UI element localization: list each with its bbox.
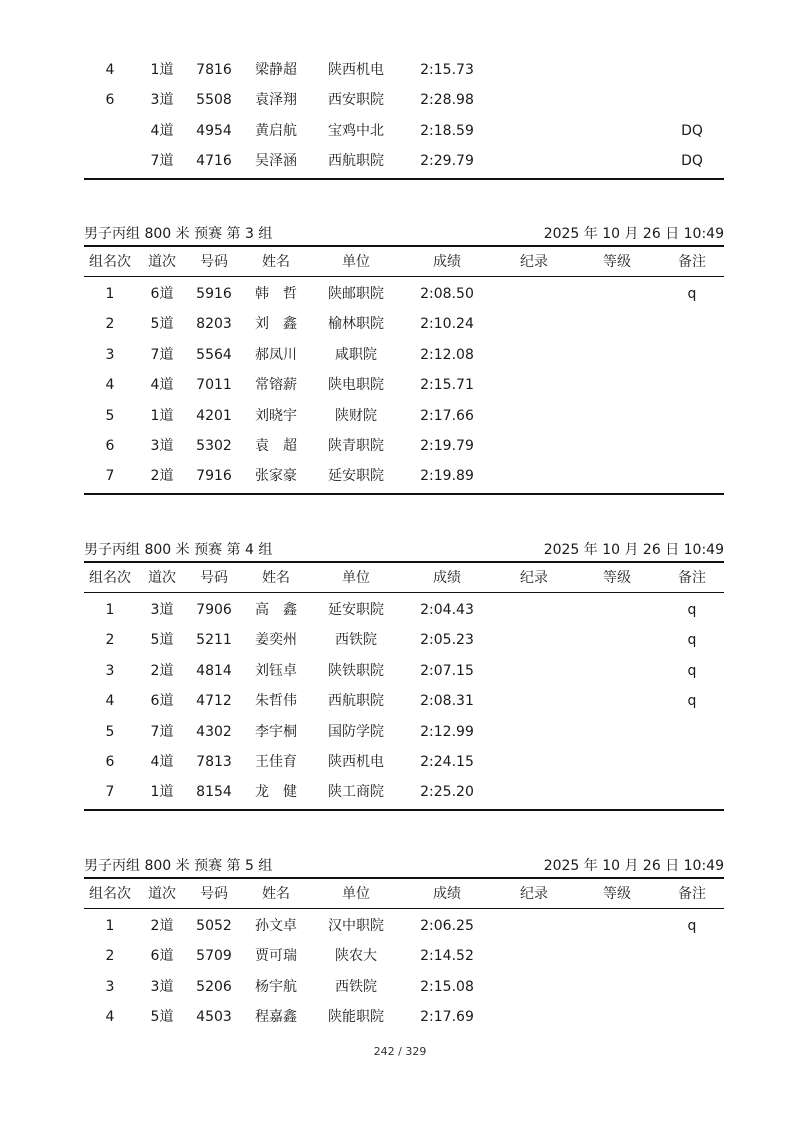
group-datetime: 2025 年 10 月 26 日 10:49: [543, 542, 724, 558]
cell-name: 梁静超: [255, 62, 297, 78]
cell-result: 2:04.43: [420, 602, 474, 618]
cell-result: 2:18.59: [420, 122, 474, 139]
column-header-record: 纪录: [520, 254, 548, 270]
cell-result: 2:05.23: [420, 632, 474, 649]
cell-rank: 1: [105, 918, 115, 934]
cell-unit: 西航职院: [328, 153, 384, 170]
cell-lane: 4道: [150, 122, 174, 139]
cell-unit: 西铁院: [335, 632, 377, 649]
cell-rank: 4: [105, 1009, 115, 1026]
column-header-record: 纪录: [520, 570, 548, 586]
column-headers: [84, 879, 724, 909]
cell-lane: 6道: [150, 286, 174, 302]
column-header-record: 纪录: [520, 886, 548, 902]
cell-lane: 7道: [150, 723, 174, 740]
cell-rank: 3: [105, 978, 115, 995]
cell-name: 贾可瑞: [255, 948, 297, 965]
page-number: 242 / 329: [373, 1045, 427, 1058]
cell-result: 2:28.98: [420, 92, 474, 109]
cell-lane: 5道: [150, 316, 174, 333]
cell-unit: 西铁院: [335, 978, 377, 995]
cell-note: q: [687, 918, 697, 934]
cell-rank: 5: [105, 407, 115, 424]
cell-result: 2:19.79: [420, 438, 474, 454]
cell-lane: 6道: [150, 693, 174, 710]
table-row: [84, 55, 724, 85]
cell-result: 2:29.79: [420, 153, 474, 170]
cell-name: 刘晓宇: [255, 407, 297, 424]
cell-name: 龙 健: [255, 784, 297, 801]
cell-unit: 陕电职院: [328, 377, 384, 394]
cell-num: 8203: [196, 316, 232, 333]
cell-num: 5211: [196, 632, 232, 649]
cell-rank: 4: [105, 693, 115, 710]
cell-name: 吴泽涵: [255, 153, 297, 170]
column-header-rank: 组名次: [89, 886, 131, 902]
column-header-lane: 道次: [148, 254, 176, 270]
column-header-grade: 等级: [603, 254, 631, 270]
cell-num: 5302: [196, 438, 232, 454]
cell-name: 袁泽翔: [255, 92, 297, 109]
cell-unit: 陕能职院: [328, 1009, 384, 1026]
cell-num: 4712: [196, 693, 232, 710]
cell-unit: 陕铁职院: [328, 662, 384, 679]
cell-unit: 咸职院: [335, 346, 377, 363]
cell-rank: 6: [105, 754, 115, 770]
table-row: [84, 461, 724, 491]
cell-num: 4201: [196, 407, 232, 424]
column-header-unit: 单位: [342, 254, 370, 270]
cell-unit: 延安职院: [328, 602, 384, 618]
table-row: [84, 625, 724, 655]
cell-name: 刘 鑫: [255, 316, 297, 333]
cell-lane: 3道: [150, 602, 174, 618]
cell-num: 7813: [196, 754, 232, 770]
header-bottom-rule: [84, 592, 724, 593]
cell-lane: 3道: [150, 978, 174, 995]
cell-lane: 6道: [150, 948, 174, 965]
cell-unit: 陕西机电: [328, 62, 384, 78]
cell-rank: 2: [105, 948, 115, 965]
cell-lane: 1道: [150, 407, 174, 424]
cell-num: 5916: [196, 286, 232, 302]
table-row: [84, 595, 724, 625]
cell-result: 2:08.31: [420, 693, 474, 710]
cell-result: 2:19.89: [420, 468, 474, 485]
cell-rank: 7: [105, 784, 115, 801]
cell-result: 2:08.50: [420, 286, 474, 302]
table-row: [84, 972, 724, 1002]
group-title: 男子丙组 800 米 预赛 第 4 组: [84, 542, 273, 558]
cell-name: 黄启航: [255, 122, 297, 139]
cell-result: 2:17.69: [420, 1009, 474, 1026]
cell-result: 2:15.08: [420, 978, 474, 995]
column-header-num: 号码: [200, 570, 228, 586]
cell-result: 2:24.15: [420, 754, 474, 770]
cell-lane: 4道: [150, 754, 174, 770]
cell-lane: 5道: [150, 632, 174, 649]
cell-name: 韩 哲: [255, 286, 297, 302]
cell-rank: 4: [105, 62, 115, 78]
group-datetime: 2025 年 10 月 26 日 10:49: [543, 226, 724, 242]
cell-rank: 4: [105, 377, 115, 394]
cell-unit: 西安职院: [328, 92, 384, 109]
column-header-num: 号码: [200, 254, 228, 270]
cell-name: 李宇桐: [255, 723, 297, 740]
table-row: [84, 777, 724, 807]
cell-unit: 陕财院: [335, 407, 377, 424]
column-header-note: 备注: [678, 886, 706, 902]
column-headers: [84, 563, 724, 593]
column-header-rank: 组名次: [89, 254, 131, 270]
cell-rank: 6: [105, 438, 115, 454]
table-row: [84, 146, 724, 176]
group-datetime: 2025 年 10 月 26 日 10:49: [543, 858, 724, 874]
cell-num: 4503: [196, 1009, 232, 1026]
cell-name: 张家豪: [255, 468, 297, 485]
header-bottom-rule: [84, 908, 724, 909]
cell-unit: 宝鸡中北: [328, 122, 384, 139]
table-row: [84, 116, 724, 146]
column-header-note: 备注: [678, 254, 706, 270]
cell-num: 5508: [196, 92, 232, 109]
cell-name: 常镕薪: [255, 377, 297, 394]
cell-num: 7816: [196, 62, 232, 78]
column-header-result: 成绩: [433, 570, 461, 586]
cell-name: 孙文卓: [255, 918, 297, 934]
cell-name: 姜奕州: [255, 632, 297, 649]
cell-result: 2:25.20: [420, 784, 474, 801]
cell-num: 7916: [196, 468, 232, 485]
cell-rank: 1: [105, 602, 115, 618]
table-row: [84, 279, 724, 309]
group-title: 男子丙组 800 米 预赛 第 3 组: [84, 226, 273, 242]
table-row: [84, 431, 724, 461]
cell-num: 5052: [196, 918, 232, 934]
header-bottom-rule: [84, 276, 724, 277]
column-header-unit: 单位: [342, 886, 370, 902]
cell-lane: 3道: [150, 92, 174, 109]
cell-name: 袁 超: [255, 438, 297, 454]
cell-rank: 1: [105, 286, 115, 302]
cell-unit: 陕西机电: [328, 754, 384, 770]
cell-result: 2:12.08: [420, 346, 474, 363]
cell-lane: 5道: [150, 1009, 174, 1026]
cell-lane: 2道: [150, 468, 174, 485]
cell-num: 4716: [196, 153, 232, 170]
table-bottom-rule: [84, 493, 724, 495]
table-row: [84, 85, 724, 115]
cell-note: q: [687, 662, 697, 679]
cell-note: q: [687, 632, 697, 649]
cell-lane: 7道: [150, 153, 174, 170]
column-header-unit: 单位: [342, 570, 370, 586]
cell-rank: 2: [105, 316, 115, 333]
cell-lane: 4道: [150, 377, 174, 394]
cell-name: 程嘉鑫: [255, 1009, 297, 1026]
cell-result: 2:12.99: [420, 723, 474, 740]
cell-unit: 陕邮职院: [328, 286, 384, 302]
cell-num: 5206: [196, 978, 232, 995]
table-row: [84, 747, 724, 777]
cell-unit: 陕工商院: [328, 784, 384, 801]
group-title: 男子丙组 800 米 预赛 第 5 组: [84, 858, 273, 874]
table-row: [84, 911, 724, 941]
cell-unit: 西航职院: [328, 693, 384, 710]
cell-result: 2:07.15: [420, 662, 474, 679]
cell-num: 5564: [196, 346, 232, 363]
cell-num: 4814: [196, 662, 232, 679]
table-row: [84, 686, 724, 716]
table-row: [84, 1002, 724, 1032]
cell-lane: 1道: [150, 62, 174, 78]
group-header: [84, 855, 724, 875]
cell-rank: 5: [105, 723, 115, 740]
cell-unit: 汉中职院: [328, 918, 384, 934]
column-header-name: 姓名: [262, 570, 290, 586]
column-header-grade: 等级: [603, 570, 631, 586]
cell-unit: 陕青职院: [328, 438, 384, 454]
column-header-result: 成绩: [433, 254, 461, 270]
cell-lane: 1道: [150, 784, 174, 801]
cell-result: 2:06.25: [420, 918, 474, 934]
cell-note: DQ: [681, 153, 703, 170]
cell-unit: 国防学院: [328, 723, 384, 740]
cell-lane: 2道: [150, 918, 174, 934]
cell-rank: 7: [105, 468, 115, 485]
cell-name: 高 鑫: [255, 602, 297, 618]
cell-note: q: [687, 602, 697, 618]
table-row: [84, 309, 724, 339]
column-header-lane: 道次: [148, 570, 176, 586]
column-header-lane: 道次: [148, 886, 176, 902]
cell-lane: 3道: [150, 438, 174, 454]
table-row: [84, 656, 724, 686]
cell-result: 2:15.71: [420, 377, 474, 394]
cell-num: 8154: [196, 784, 232, 801]
table-row: [84, 370, 724, 400]
column-header-result: 成绩: [433, 886, 461, 902]
cell-unit: 榆林职院: [328, 316, 384, 333]
cell-result: 2:14.52: [420, 948, 474, 965]
cell-lane: 7道: [150, 346, 174, 363]
cell-rank: 3: [105, 346, 115, 363]
table-row: [84, 340, 724, 370]
cell-rank: 2: [105, 632, 115, 649]
cell-num: 4302: [196, 723, 232, 740]
cell-num: 5709: [196, 948, 232, 965]
cell-result: 2:10.24: [420, 316, 474, 333]
column-header-grade: 等级: [603, 886, 631, 902]
cell-unit: 陕农大: [335, 948, 377, 965]
cell-name: 杨宇航: [255, 978, 297, 995]
table-bottom-rule: [84, 809, 724, 811]
cell-num: 4954: [196, 122, 232, 139]
cell-unit: 延安职院: [328, 468, 384, 485]
cell-result: 2:15.73: [420, 62, 474, 78]
column-headers: [84, 247, 724, 277]
column-header-name: 姓名: [262, 886, 290, 902]
table-bottom-rule: [84, 178, 724, 180]
cell-rank: 3: [105, 662, 115, 679]
group-header: [84, 539, 724, 559]
cell-note: DQ: [681, 122, 703, 139]
table-row: [84, 717, 724, 747]
column-header-rank: 组名次: [89, 570, 131, 586]
group-header: [84, 223, 724, 243]
cell-note: q: [687, 693, 697, 710]
cell-num: 7011: [196, 377, 232, 394]
cell-rank: 6: [105, 92, 115, 109]
table-row: [84, 401, 724, 431]
table-row: [84, 941, 724, 971]
cell-note: q: [687, 286, 697, 302]
cell-name: 王佳育: [255, 754, 297, 770]
column-header-note: 备注: [678, 570, 706, 586]
cell-result: 2:17.66: [420, 407, 474, 424]
cell-name: 朱哲伟: [255, 693, 297, 710]
cell-num: 7906: [196, 602, 232, 618]
column-header-name: 姓名: [262, 254, 290, 270]
cell-lane: 2道: [150, 662, 174, 679]
cell-name: 郝凤川: [255, 346, 297, 363]
cell-name: 刘钰卓: [255, 662, 297, 679]
column-header-num: 号码: [200, 886, 228, 902]
